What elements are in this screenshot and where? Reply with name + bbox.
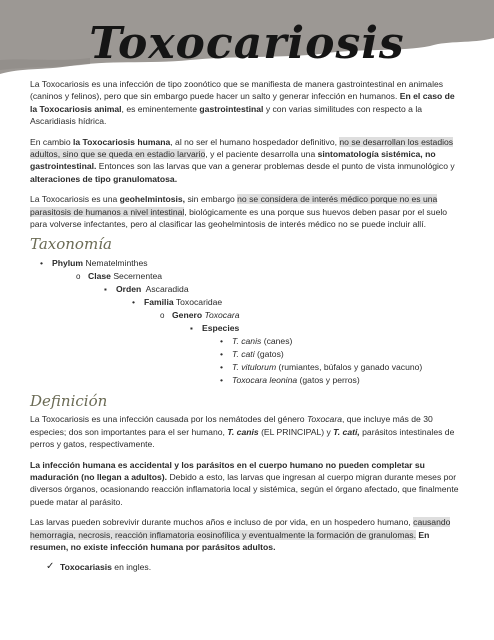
intro-paragraph-1: La Toxocariosis es una infección de tipo zoonótico que se manifiesta de manera gastrointestinal en animales (caninos y felinos), pero que sin embargo puede hacer un salto y generar infección en humanos. En el caso de la Toxocariosis animal, es eminentemente gastrointestinal y con varias similitudes con respecto a la Ascaridiasis hídrica. xyxy=(30,79,455,127)
document-body xyxy=(30,78,462,574)
species-item: • T. vitulorum (rumiantes, búfalos y ganado vacuno) xyxy=(232,361,462,374)
taxonomia-heading: Taxonomía xyxy=(30,235,112,254)
intro-paragraph-2: En cambio la Toxocariosis humana, al no ser el humano hospedador definitivo, no se desarrollan los estadios adultos, sino que se queda en estadio larvario, y el paciente desarrolla una sintomatología sistémica, no gastrointestinal. Entonces son las larvas que van a generar problemas desde el punto de vista inmunológico y alteraciones de tipo granulomatosa. xyxy=(30,136,455,184)
taxonomy-clase: o Clase Secernentea xyxy=(88,270,462,283)
highlight: no se considera de interés médico porque no es una parasitosis de humanos a nivel intestinal xyxy=(30,194,438,217)
taxonomy-genero: o Genero Toxocara xyxy=(172,309,462,322)
page-title: Toxocariosis xyxy=(89,18,405,69)
highlight: causando hemorragia, necrosis, reacción inflamatoria eosinofílica y eventualmente la formación de granulomas. xyxy=(30,517,451,540)
definicion-paragraph-1: La Toxocariosis es una infección causada por los nemátodes del género Toxocara, que incluye más de 30 especies; dos son importantes para el ser humano, T. canis (EL PRINCIPAL) y T. cati, parásitos intestinales de perros y gatos, respectivamente. xyxy=(30,414,455,450)
taxonomy-tree xyxy=(30,257,462,387)
species-item: • T. cati (gatos) xyxy=(232,348,462,361)
species-item: • T. canis (canes) xyxy=(232,335,462,348)
definicion-paragraph-2: La infección humana es accidental y los parásitos en el cuerpo humano no pueden completar su maduración (no llegan a adultos). Debido a esto, las larvas que ingresan al cuerpo migran durante meses por diversos órganos, ocasionando reacción inflamatoria local y sistémica, según el órgano afectado, que finalmente puede matar al parásito. xyxy=(30,459,459,507)
taxonomy-phylum: • Phylum Nematelminthes xyxy=(52,257,462,270)
taxonomy-orden: ▪ Orden Ascaradida xyxy=(116,283,462,296)
highlight: no se desarrollan los estadios adultos, sino que se queda en estadio larvario xyxy=(30,136,454,160)
check-item: ✓ Toxocariasis en ingles. xyxy=(46,561,462,573)
intro-paragraph-3: La Toxocariosis es una geohelmintosis, sin embargo no se considera de interés médico porque no es una parasitosis de humanos a nivel intestinal, biológicamente es una porque sus huevos deben pasar por el suelo para volverse infectantes, pero al clasificar las geohelmintosis de interés médico no se puede incluir allí. xyxy=(30,194,448,230)
definicion-heading: Definición xyxy=(30,391,108,410)
species-item: • Toxocara leonina (gatos y perros) xyxy=(232,374,462,387)
definicion-paragraph-3: Las larvas pueden sobrevivir durante muchos años e incluso de por vida, en un hospedero humano, causando hemorragia, necrosis, reacción inflamatoria eosinofílica y eventualmente la formación de granulomas. En resumen, no existe infección humana por parásitos adultos. xyxy=(30,517,451,552)
taxonomy-especies: ▪ Especies xyxy=(202,322,462,335)
taxonomy-familia: • Familia Toxocaridae xyxy=(144,296,462,309)
